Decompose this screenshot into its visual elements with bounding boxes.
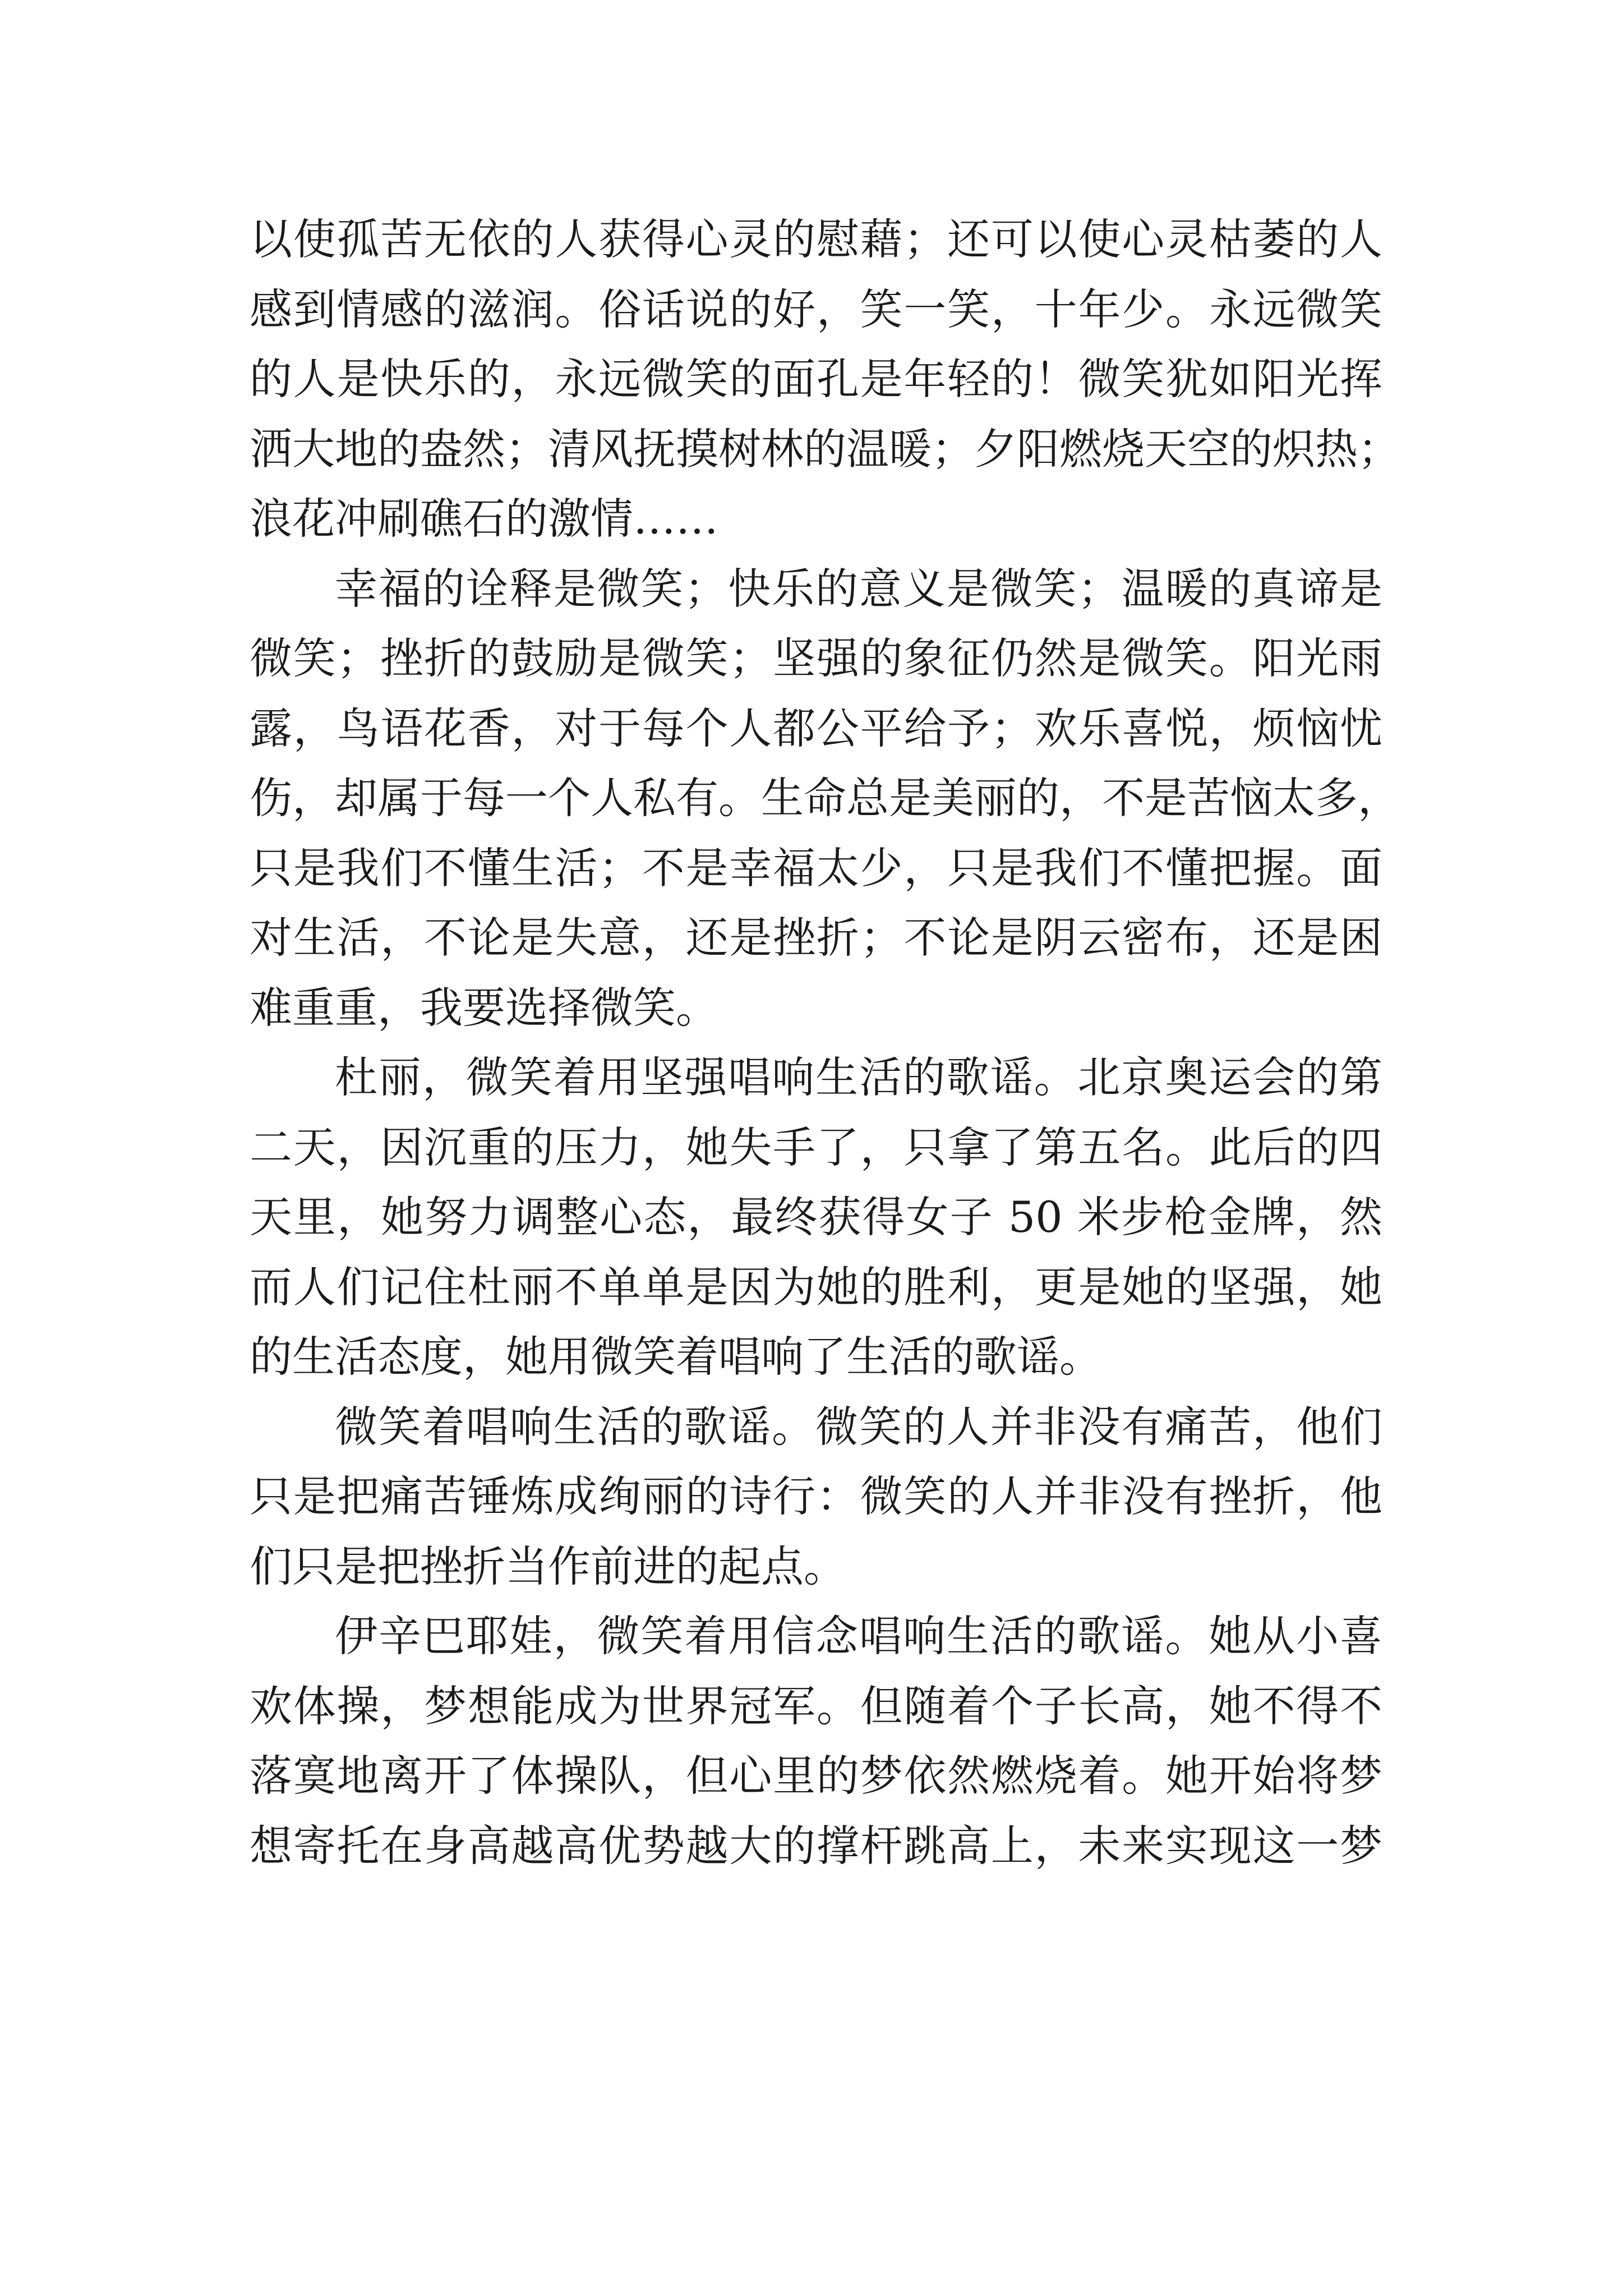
text-line: 微笑着唱响生活的歌谣。微笑的人并非没有痛苦，他们 xyxy=(335,1401,1382,1452)
paragraph-5 xyxy=(250,1602,1382,1881)
text-line: 的生活态度，她用微笑着唱响了生活的歌谣。 xyxy=(250,1332,1102,1382)
text-line: 洒大地的盎然；清风抚摸树林的温暖；夕阳燃烧天空的炽热； xyxy=(250,424,1400,474)
text-line: 们只是把挫折当作前进的起点。 xyxy=(250,1541,846,1591)
text-line: 幸福的诠释是微笑；快乐的意义是微笑；温暖的真谛是 xyxy=(335,563,1382,614)
text-line: 欢体操，梦想能成为世界冠军。但随着个子长高，她不得不 xyxy=(250,1681,1382,1731)
text-line: 的人是快乐的，永远微笑的面孔是年轻的！微笑犹如阳光挥 xyxy=(250,354,1382,404)
text-line: 以使孤苦无依的人获得心灵的慰藉；还可以使心灵枯萎的人 xyxy=(250,214,1382,264)
paragraph-3 xyxy=(250,1043,1382,1392)
text-line: 而人们记住杜丽不单单是因为她的胜利，更是她的坚强，她 xyxy=(250,1262,1382,1312)
text-line: 伤，却属于每一个人私有。生命总是美丽的，不是苦恼太多， xyxy=(250,773,1400,823)
text-line: 微笑；挫折的鼓励是微笑；坚强的象征仍然是微笑。阳光雨 xyxy=(250,633,1382,683)
text-line: 杜丽，微笑着用坚强唱响生活的歌谣。北京奥运会的第 xyxy=(335,1052,1382,1102)
text-line: 落寞地离开了体操队，但心里的梦依然燃烧着。她开始将梦 xyxy=(250,1751,1382,1801)
paragraph-1 xyxy=(250,205,1400,554)
text-line: 伊辛巴耶娃，微笑着用信念唱响生活的歌谣。她从小喜 xyxy=(335,1611,1382,1661)
text-line: 只是把痛苦锤炼成绚丽的诗行：微笑的人并非没有挫折，他 xyxy=(250,1471,1382,1521)
text-line: 对生活，不论是失意，还是挫折；不论是阴云密布，还是困 xyxy=(250,913,1382,963)
text-line: 露，鸟语花香，对于每个人都公平给予；欢乐喜悦，烦恼忧 xyxy=(250,703,1382,753)
text-line: 只是我们不懂生活；不是幸福太少，只是我们不懂把握。面 xyxy=(250,843,1382,893)
paragraph-4 xyxy=(250,1392,1382,1602)
body-text xyxy=(250,205,1400,1881)
text-line: 二天，因沉重的压力，她失手了，只拿了第五名。此后的四 xyxy=(250,1122,1382,1172)
paragraph-2 xyxy=(250,554,1400,1043)
text-line: 天里，她努力调整心态，最终获得女子 50 米步枪金牌，然 xyxy=(250,1192,1382,1242)
text-line: 感到情感的滋润。俗话说的好，笑一笑，十年少。永远微笑 xyxy=(250,284,1382,334)
text-line: 浪花冲刷礁石的激情…… xyxy=(250,494,718,544)
text-line: 难重重，我要选择微笑。 xyxy=(250,982,718,1033)
text-line: 想寄托在身高越高优势越大的撑杆跳高上，未来实现这一梦 xyxy=(250,1820,1382,1871)
